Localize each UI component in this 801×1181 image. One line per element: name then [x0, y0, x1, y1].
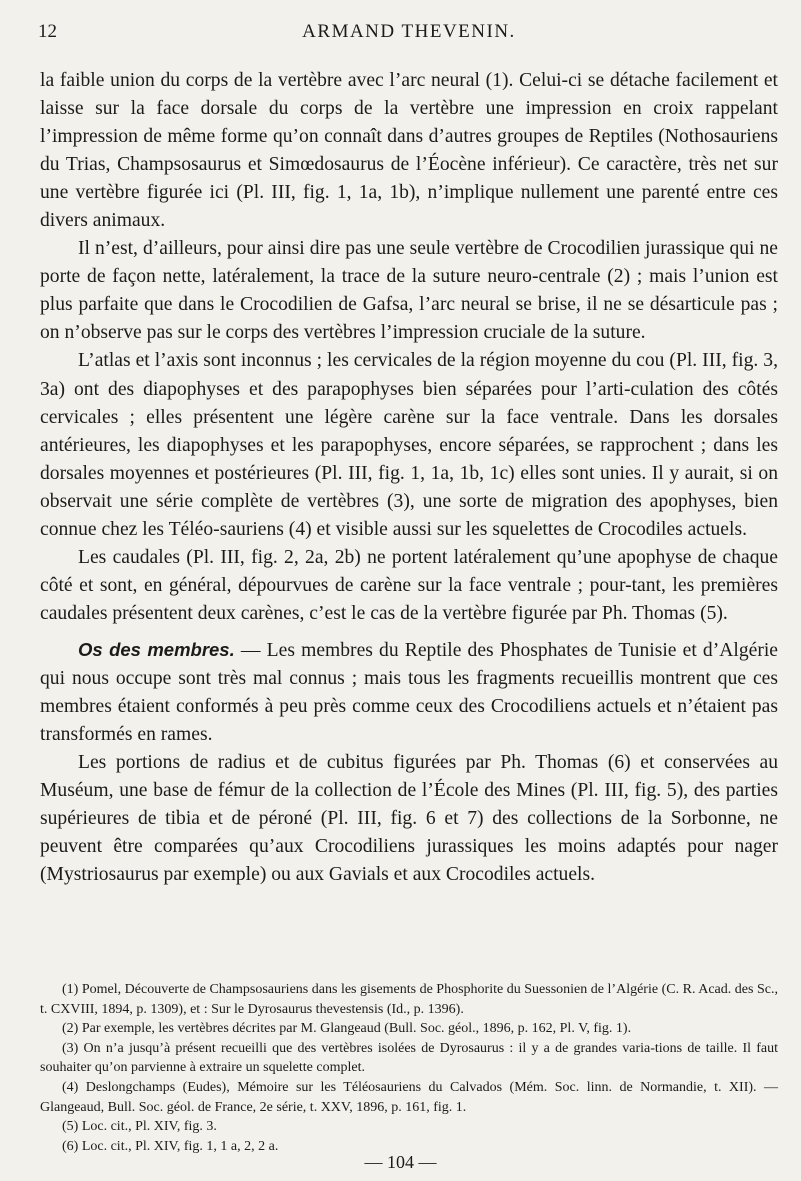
- footnote: (6) Loc. cit., Pl. XIV, fig. 1, 1 a, 2, 2 a.: [62, 1138, 279, 1154]
- main-text: [40, 67, 778, 889]
- footnote: (3) On n’a jusqu’à présent recueilli que des vertèbres isolées de Dyrosaurus : il y a de grandes varia-tions de taille. Il faut souhaiter qu’on parvienne à extraire un squelette complet.: [40, 1040, 778, 1076]
- paragraph: Les portions de radius et de cubitus figurées par Ph. Thomas (6) et conservées au Muséum, une base de fémur de la collection de l’École des Mines (Pl. III, fig. 5), des parties supérieures de tibia et de péroné (Pl. III, fig. 6 et 7) des collections de la Sorbonne, ne peuvent être comparées qu’aux Crocodiliens jurassiques les moins adaptés pour nager (Mystriosaurus par exemple) ou aux Gavials et aux Crocodiles actuels.: [40, 752, 778, 886]
- section-text: — Les membres du Reptile des Phosphates de Tunisie et d’Algérie qui nous occupe sont très mal connus ; mais tous les fragments recueillis montrent que ces membres étaient conformés à peu près comme ceux des Crocodiliens actuels et n’étaient pas transformés en rames.: [40, 639, 778, 746]
- paragraph: Il n’est, d’ailleurs, pour ainsi dire pas une seule vertèbre de Crocodilien jurassique qui ne porte de façon nette, latéralement, la trace de la suture neuro-centrale (2) ; mais l’union est plus parfaite que dans le Crocodilien de Gafsa, l’arc neural se brise, il ne se désarticule pas ; on n’observe pas sur le corps des vertèbres l’impression cruciale de la suture.: [40, 238, 778, 344]
- footnote: (5) Loc. cit., Pl. XIV, fig. 3.: [62, 1119, 217, 1135]
- footnotes: [40, 980, 778, 1156]
- section-paragraph: [40, 636, 778, 749]
- footnote: (4) Deslongchamps (Eudes), Mémoire sur les Téléosauriens du Calvados (Mém. Soc. linn. de Normandie, t. XII). — Glangeaud, Bull. Soc. géol. de France, 2e série, t. XXV, 1896, p. 161, fig. 1.: [40, 1079, 778, 1115]
- paragraph: la faible union du corps de la vertèbre avec l’arc neural (1). Celui-ci se détache facilement et laisse sur la face dorsale du corps de la vertèbre une impression en croix rappelant l’impression de même forme qu’on connaît dans d’autres groupes de Reptiles (Nothosauriens du Trias, Champsosaurus et Simœdosaurus de l’Éocène inférieur). Ce caractère, très net sur une vertèbre figurée ici (Pl. III, fig. 1, 1a, 1b), n’implique nullement une parenté entre ces divers animaux.: [40, 70, 778, 232]
- footnote: (1) Pomel, Découverte de Champsosauriens dans les gisements de Phosphorite du Suessonien de l’Algérie (C. R. Acad. des Sc., t. CXVIII, 1894, p. 1309), et : Sur le Dyrosaurus thevestensis (Id., p. 1396).: [40, 982, 778, 1017]
- running-title: ARMAND THEVENIN.: [302, 21, 516, 42]
- paragraph: L’atlas et l’axis sont inconnus ; les cervicales de la région moyenne du cou (Pl. III, fig. 3, 3a) ont des diapophyses et des parapophyses bien séparées pour l’arti-culation des côtés cervicales ; elles présentent une légère carène sur la face ventrale. Dans les dorsales antérieures, les diapophyses et les parapophyses, encore séparées, se rapprochent ; dans les dorsales moyennes et postérieures (Pl. III, fig. 1, 1a, 1b, 1c) elles sont unies. Il y aurait, si on observait une série complète de vertèbres (3), une sorte de migration des apophyses, bien connue chez les Téléo-sauriens (4) et visible aussi sur les squelettes de Crocodiles actuels.: [40, 350, 778, 540]
- section-heading: Os des membres.: [78, 638, 235, 660]
- footnote: (2) Par exemple, les vertèbres décrites par M. Glangeaud (Bull. Soc. géol., 1896, p. 162, Pl. V, fig. 1).: [62, 1021, 632, 1037]
- page-number: 12: [38, 21, 57, 42]
- paragraph: Les caudales (Pl. III, fig. 2, 2a, 2b) ne portent latéralement qu’une apophyse de chaque côté et sont, en général, dépourvues de carène sur la face ventrale ; pour-tant, les premières caudales présentent deux carènes, c’est le cas de la vertèbre figurée par Ph. Thomas (5).: [40, 546, 778, 624]
- running-header: [38, 12, 780, 50]
- folio: — 104 —: [364, 1152, 437, 1172]
